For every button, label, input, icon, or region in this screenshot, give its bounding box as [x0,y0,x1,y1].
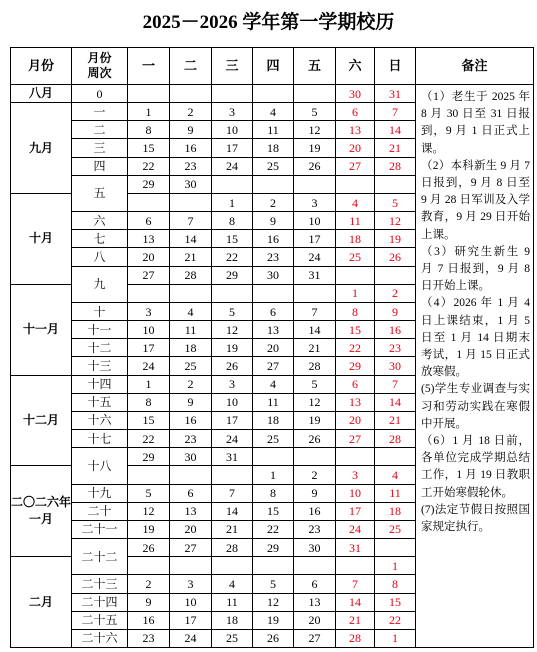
header-notes: 备注 [416,48,534,85]
header-day-sat: 六 [336,48,375,85]
day-cell [128,285,170,303]
day-cell: 6 [336,376,375,394]
day-cell: 29 [212,267,253,285]
week-cell: 十七 [72,430,128,448]
day-cell: 12 [253,594,294,612]
day-cell: 7 [212,485,253,503]
day-cell: 31 [212,448,253,466]
week-cell: 二十四 [72,594,128,612]
day-cell [253,557,294,575]
day-cell: 23 [253,248,294,266]
header-month: 月份 [11,48,72,85]
day-cell: 23 [375,339,416,357]
day-cell: 17 [170,612,212,630]
day-cell: 17 [212,412,253,430]
day-cell: 6 [170,485,212,503]
day-cell: 22 [128,430,170,448]
month-label: 九月 [28,140,53,155]
day-cell: 9 [294,485,336,503]
day-cell: 15 [128,412,170,430]
day-cell [212,557,253,575]
day-cell: 7 [170,212,212,230]
day-cell [294,285,336,303]
day-cell: 30 [336,85,375,103]
day-cell: 9 [128,594,170,612]
month-label: 八月 [28,86,53,101]
day-cell [336,267,375,285]
day-cell: 4 [170,303,212,321]
day-cell: 4 [336,194,375,212]
day-cell: 10 [294,212,336,230]
day-cell: 1 [375,630,416,648]
day-cell [128,85,170,103]
month-label: 二〇二六年一月 [11,495,72,527]
week-cell: 二 [72,121,128,139]
day-cell: 26 [294,430,336,448]
day-cell: 13 [294,594,336,612]
day-cell: 28 [170,267,212,285]
week-cell: 一 [72,103,128,121]
day-cell: 30 [294,539,336,557]
day-cell [170,466,212,484]
week-cell: 六 [72,212,128,230]
week-cell: 五 [72,176,128,212]
day-cell [128,557,170,575]
day-cell: 26 [375,248,416,266]
day-cell: 3 [170,575,212,593]
day-cell: 27 [294,630,336,648]
day-cell: 1 [128,103,170,121]
day-cell: 13 [170,503,212,521]
week-cell: 三 [72,139,128,157]
day-cell: 19 [375,230,416,248]
day-cell: 5 [294,103,336,121]
note-item: （2）本科新生 9 月 7 日报到，9 月 8 日至 9 月 28 日军训及入学教育，9 月 29 日开始上课。 [421,159,530,241]
day-cell: 19 [128,521,170,539]
day-cell [375,539,416,557]
day-cell: 29 [128,448,170,466]
day-cell: 20 [336,412,375,430]
note-item: (5)学生专业调查与实习和劳动实践在寒假中开展。 [421,383,530,430]
day-cell: 19 [253,612,294,630]
day-cell [294,557,336,575]
day-cell: 15 [336,321,375,339]
day-cell: 10 [212,121,253,139]
day-cell: 26 [253,630,294,648]
day-cell: 11 [212,594,253,612]
month-cell [11,85,72,103]
day-cell: 12 [375,212,416,230]
month-label: 十月 [28,231,53,246]
header-day-tue: 二 [170,48,212,85]
day-cell: 7 [294,303,336,321]
day-cell: 18 [375,503,416,521]
day-cell: 20 [253,339,294,357]
day-cell: 30 [253,267,294,285]
day-cell: 6 [253,303,294,321]
day-cell: 26 [294,158,336,176]
day-cell: 17 [294,230,336,248]
day-cell: 3 [212,376,253,394]
day-cell: 26 [128,539,170,557]
note-item: (7)法定节假日按照国家规定执行。 [421,503,530,534]
day-cell: 21 [294,339,336,357]
week-cell: 八 [72,248,128,266]
day-cell [212,85,253,103]
day-cell [170,85,212,103]
day-cell: 18 [170,339,212,357]
day-cell: 3 [336,466,375,484]
day-cell: 10 [336,485,375,503]
header-day-thu: 四 [253,48,294,85]
day-cell: 31 [375,85,416,103]
month-cell [11,103,72,194]
day-cell [212,466,253,484]
day-cell: 26 [212,357,253,375]
day-cell: 31 [294,267,336,285]
day-cell [294,448,336,466]
day-cell: 5 [212,303,253,321]
day-cell: 28 [212,539,253,557]
day-cell [170,194,212,212]
day-cell: 7 [375,376,416,394]
day-cell: 8 [253,485,294,503]
day-cell: 11 [253,121,294,139]
month-cell [11,376,72,467]
day-cell: 27 [336,158,375,176]
week-cell: 七 [72,230,128,248]
day-cell: 21 [212,521,253,539]
day-cell [253,176,294,194]
day-cell: 22 [212,248,253,266]
day-cell: 29 [128,176,170,194]
week-cell: 二十五 [72,612,128,630]
day-cell: 7 [336,575,375,593]
day-cell [128,466,170,484]
day-cell: 1 [128,376,170,394]
day-cell: 25 [253,430,294,448]
day-cell: 2 [253,194,294,212]
day-cell: 22 [375,612,416,630]
day-cell: 14 [336,594,375,612]
day-cell: 12 [294,121,336,139]
day-cell: 24 [294,248,336,266]
day-cell: 13 [253,321,294,339]
day-cell: 27 [336,430,375,448]
day-cell: 10 [128,321,170,339]
day-cell: 15 [375,594,416,612]
day-cell: 23 [170,158,212,176]
day-cell: 24 [212,158,253,176]
day-cell: 25 [375,521,416,539]
week-cell: 九 [72,267,128,303]
week-cell: 十六 [72,412,128,430]
day-cell: 16 [170,139,212,157]
header-day-wed: 三 [212,48,253,85]
day-cell [294,85,336,103]
day-cell: 27 [128,267,170,285]
day-cell: 9 [375,303,416,321]
page-title: 2025－2026 学年第一学期校历 [142,12,395,33]
day-cell: 2 [170,103,212,121]
day-cell: 14 [375,121,416,139]
day-cell: 25 [212,630,253,648]
day-cell: 31 [336,539,375,557]
day-cell: 28 [294,357,336,375]
calendar-table [10,47,534,648]
day-cell: 7 [375,103,416,121]
day-cell [253,448,294,466]
day-cell: 24 [336,521,375,539]
day-cell [336,176,375,194]
day-cell: 25 [170,357,212,375]
week-cell: 十三 [72,357,128,375]
day-cell: 8 [128,394,170,412]
day-cell: 24 [212,430,253,448]
day-cell: 6 [128,212,170,230]
day-cell: 16 [170,412,212,430]
day-cell: 4 [253,103,294,121]
notes-cell [416,85,534,648]
week-cell: 十八 [72,448,128,484]
day-cell [336,557,375,575]
day-cell: 8 [128,121,170,139]
day-cell: 15 [212,230,253,248]
day-cell: 11 [336,212,375,230]
day-cell: 2 [170,376,212,394]
day-cell: 5 [375,194,416,212]
day-cell [128,194,170,212]
day-cell: 9 [253,212,294,230]
day-cell: 21 [375,139,416,157]
week-cell: 二十六 [72,630,128,648]
day-cell [375,448,416,466]
day-cell: 25 [253,158,294,176]
day-cell: 5 [294,376,336,394]
day-cell: 20 [336,139,375,157]
day-cell [212,285,253,303]
day-cell: 2 [294,466,336,484]
day-cell: 18 [336,230,375,248]
day-cell: 9 [170,394,212,412]
day-cell: 30 [170,176,212,194]
month-label: 十二月 [22,412,59,427]
day-cell: 23 [170,430,212,448]
day-cell: 8 [375,575,416,593]
day-cell: 22 [128,158,170,176]
day-cell: 21 [170,248,212,266]
day-cell: 29 [253,539,294,557]
day-cell: 17 [128,339,170,357]
day-cell: 22 [253,521,294,539]
header-week-top: 月份 [87,51,112,65]
day-cell: 21 [375,412,416,430]
header-week-bottom: 周次 [87,66,112,80]
header-day-sun: 日 [375,48,416,85]
day-cell: 3 [128,303,170,321]
day-cell: 5 [253,575,294,593]
day-cell: 1 [253,466,294,484]
day-cell: 12 [294,394,336,412]
week-cell: 二十一 [72,521,128,539]
week-cell: 十九 [72,485,128,503]
day-cell: 23 [128,630,170,648]
day-cell: 13 [336,394,375,412]
day-cell [253,285,294,303]
week-cell: 0 [72,85,128,103]
day-cell: 10 [212,394,253,412]
month-cell [11,194,72,285]
day-cell: 5 [128,485,170,503]
day-cell: 19 [212,339,253,357]
day-cell: 6 [294,575,336,593]
day-cell: 2 [375,285,416,303]
day-cell: 14 [375,394,416,412]
day-cell: 4 [253,376,294,394]
header-week [72,48,128,85]
day-cell [294,176,336,194]
week-cell: 十一 [72,321,128,339]
day-cell: 11 [170,321,212,339]
day-cell: 8 [212,212,253,230]
day-cell: 28 [375,158,416,176]
day-cell: 1 [212,194,253,212]
day-cell: 14 [294,321,336,339]
week-cell: 四 [72,158,128,176]
day-cell: 1 [375,557,416,575]
day-cell: 6 [336,103,375,121]
day-cell: 22 [336,339,375,357]
day-cell: 18 [253,412,294,430]
day-cell: 29 [336,357,375,375]
day-cell: 3 [212,103,253,121]
day-cell [375,267,416,285]
month-cell [11,285,72,376]
day-cell: 13 [336,121,375,139]
month-label: 十一月 [22,322,59,337]
day-cell: 8 [336,303,375,321]
day-cell: 30 [375,357,416,375]
day-cell: 16 [253,230,294,248]
day-cell: 23 [294,521,336,539]
day-cell: 19 [294,412,336,430]
day-cell: 15 [128,139,170,157]
day-cell: 17 [212,139,253,157]
day-cell: 4 [212,575,253,593]
day-cell: 19 [294,139,336,157]
day-cell: 20 [170,521,212,539]
month-label: 二月 [28,594,53,609]
day-cell: 2 [128,575,170,593]
day-cell: 20 [294,612,336,630]
week-cell: 二十二 [72,539,128,575]
day-cell: 9 [170,121,212,139]
day-cell: 3 [294,194,336,212]
note-item: （1）老生于 2025 年 8 月 30 日至 31 日报到，9 月 1 日正式上课。 [421,91,530,155]
month-cell [11,557,72,648]
day-cell: 27 [253,357,294,375]
day-cell: 12 [212,321,253,339]
day-cell: 13 [128,230,170,248]
day-cell: 14 [170,230,212,248]
day-cell: 16 [375,321,416,339]
day-cell: 15 [253,503,294,521]
day-cell [336,448,375,466]
day-cell [253,85,294,103]
day-cell [170,285,212,303]
day-cell [170,557,212,575]
day-cell: 14 [212,503,253,521]
week-cell: 十 [72,303,128,321]
week-cell: 十五 [72,394,128,412]
day-cell [212,176,253,194]
day-cell: 18 [253,139,294,157]
day-cell: 11 [375,485,416,503]
week-cell: 二十三 [72,575,128,593]
day-cell: 16 [294,503,336,521]
day-cell: 4 [375,466,416,484]
week-cell: 二十 [72,503,128,521]
day-cell: 10 [170,594,212,612]
day-cell: 17 [336,503,375,521]
header-day-mon: 一 [128,48,170,85]
day-cell: 25 [336,248,375,266]
note-item: （3）研究生新生 9 月 7 日报到，9 月 8 日开始上课。 [421,245,530,293]
day-cell: 20 [128,248,170,266]
day-cell: 11 [253,394,294,412]
day-cell: 27 [170,539,212,557]
day-cell: 12 [128,503,170,521]
week-cell: 十四 [72,376,128,394]
header-day-fri: 五 [294,48,336,85]
day-cell: 16 [128,612,170,630]
day-cell: 1 [336,285,375,303]
day-cell: 30 [170,448,212,466]
day-cell: 28 [375,430,416,448]
note-item: （6）1 月 18 日前，各单位完成学期总结工作，1 月 19 日教职工开始寒假轮休。 [421,435,530,499]
day-cell: 28 [336,630,375,648]
day-cell: 18 [212,612,253,630]
day-cell: 21 [336,612,375,630]
day-cell: 24 [170,630,212,648]
day-cell: 24 [128,357,170,375]
note-item: （4）2026 年 1 月 4 日上课结束，1 月 5 日至 1 月 14 日期末考试，1 月 15 日正式放寒假。 [421,297,530,379]
week-cell: 十二 [72,339,128,357]
month-cell [11,466,72,557]
day-cell [375,176,416,194]
